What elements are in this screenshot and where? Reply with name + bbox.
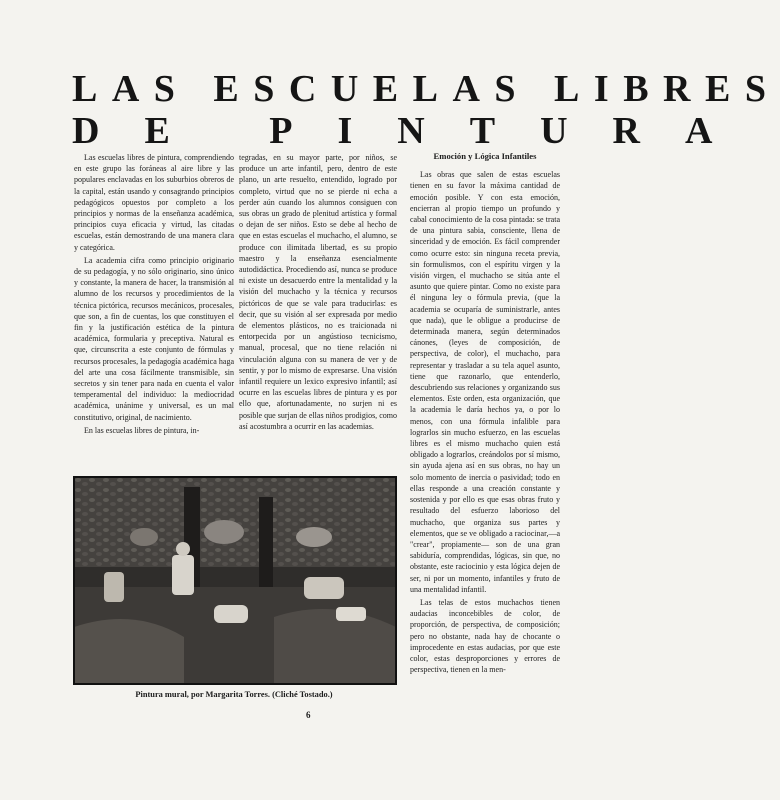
text-column-1: [74, 152, 234, 438]
mural-photograph: [73, 476, 395, 683]
page-number: 6: [306, 710, 311, 720]
paragraph: Las obras que salen de estas escuelas tienen en su favor la máxima cantidad de emoción posible. Y con esta emoción, encierran al propio tiempo un profundo y cabal conocimiento de la cosa pintada: se trata de una pintura sabia, consciente, llena de sinceridad y de emoción. Es fácil comprender como ocurre esto: sin ninguna receta previa, sin formulismos, con el espíritu virgen y la visión virgen, el muchacho se sitúa ante el asunto que quiere pintar. Como no existe para él ninguna ley o fórmula previa, (que la academia se ocuparía de suministrarle, antes que nada), que le obligue a producirse de determinada manera, según determinados cánones, (leyes de composición, de perspectiva, de color), el muchacho, para representar y trasladar a su tela aquel asunto, tiene que razonarlo, que entenderlo, descubriendo sus relaciones y organizando sus elementos. Este orden, esta organización, que la academia le daría hechos ya, o por lo menos, con una fórmula infalible para lograrlos sin mucho esfuerzo, en las escuelas libres es el mismo muchacho quien está obligado a lograrlos, creándolos por sí mismo, sin ayuda ajena así en sus obras, no hay un solo momento de inercia o pasividad; todo en ellas responde a una creación constante y sostenida y por ello es que esas obras fruto y resultado del esfuerzo laborioso del muchacho, que organiza sus partes y elementos, que se ve obligado a raciocinar,—a "crear", propiamente— son de una gran sabiduría, comprendidas, lógicas, sin que, no obstante, este raciocinio y esta lógica dejen de ser, ni por un momento, infantiles y fruto de una mentalidad infantil.: [410, 170, 560, 594]
article-title: [72, 68, 780, 152]
title-line-1: LAS ESCUELAS LIBRES: [72, 68, 780, 110]
text-column-3: [410, 151, 560, 677]
paragraph: La academia cifra como principio originario de su pedagogía, y no sólo originario, sino único y constante, la manera de hacer, la transmisión al alumno de los recursos y procedimientos de la técnica pictórica, recursos mecánicos, procesales, que son, a fin de cuentas, los que constituyen el fin y la justificación estética de la pintura académica, formularia y preceptiva. Natural es que, circunscrita a este conjunto de fórmulas y recursos procesales, la pedagogía académica haga del arte una cosa fácilmente transmisible, sin secretos y sin tener para nada en cuenta el valor temperamental del individuo: la mediocridad académica, unánime y universal, es un mal constitutivo, original, de nacimiento.: [74, 255, 234, 422]
paragraph: Las escuelas libres de pintura, comprendiendo en este grupo las foráneas al aire libre y las populares enclavadas en los suburbios obreros de la capital, están usando y consagrando principios pedagógicos opuestos por completo a los principios y normas de la enseñanza académica, principios cuya eficacia y virtud, las citadas escuelas, están demostrando de una manera clara y categórica.: [74, 153, 234, 252]
paragraph: Las telas de estos muchachos tienen audacias inconcebibles de color, de proporción, de perspectiva, de composición; pero no obstante, nada hay de chocante o improcedente en estas audacias, por que este color, estas desproporciones y errores de perspectiva, tienen en la men-: [410, 597, 560, 675]
section-heading: Emoción y Lógica Infantiles: [433, 151, 537, 161]
text-column-2: [239, 152, 397, 434]
paragraph: tegradas, en su mayor parte, por niños, se produce un arte infantil, pero, dentro de este plano, un arte resuelto, entendido, logrado por completo, virtud que no se pierde ni echa a perder aún cuando los alumnos consiguen con sus obras un grado de plenitud artística y formal o dejan de ser niños. Esto se debe al hecho de que en estas escuelas el muchacho, el alumno, se produce con ilimitada libertad, es su propio maestro y la enseñanza esencialmente autodidáctica. Procediendo así, nunca se produce ni existe un desacuerdo entre la mentalidad y la visión del muchacho y la técnica y recursos pictóricos de que se vale para traducirlas: es decir, que su visión al ser expresada por medio de elementos plásticos, no es traicionada ni entorpecida por un angústioso tecnicismo, manual, procesal, que no tiene relación ni vinculación alguna con su manera de ver y de sentir, y por lo mismo de expresarse. Una visión infantil requiere un lexico expresivo infantil; así ocurre en las escuelas libres de pintura y es por ello que, afortunadamente, no surjen ni es posible que surjan de ellas niños prodigios, como así acostumbra a ocurrir en las academias.: [239, 153, 397, 431]
title-line-2: DE PINTURA: [72, 110, 758, 152]
mural-image: [74, 477, 396, 684]
paragraph: En las escuelas libres de pintura, in-: [84, 425, 200, 435]
figure-caption: Pintura mural, por Margarita Torres. (Cliché Tostado.): [135, 690, 333, 699]
